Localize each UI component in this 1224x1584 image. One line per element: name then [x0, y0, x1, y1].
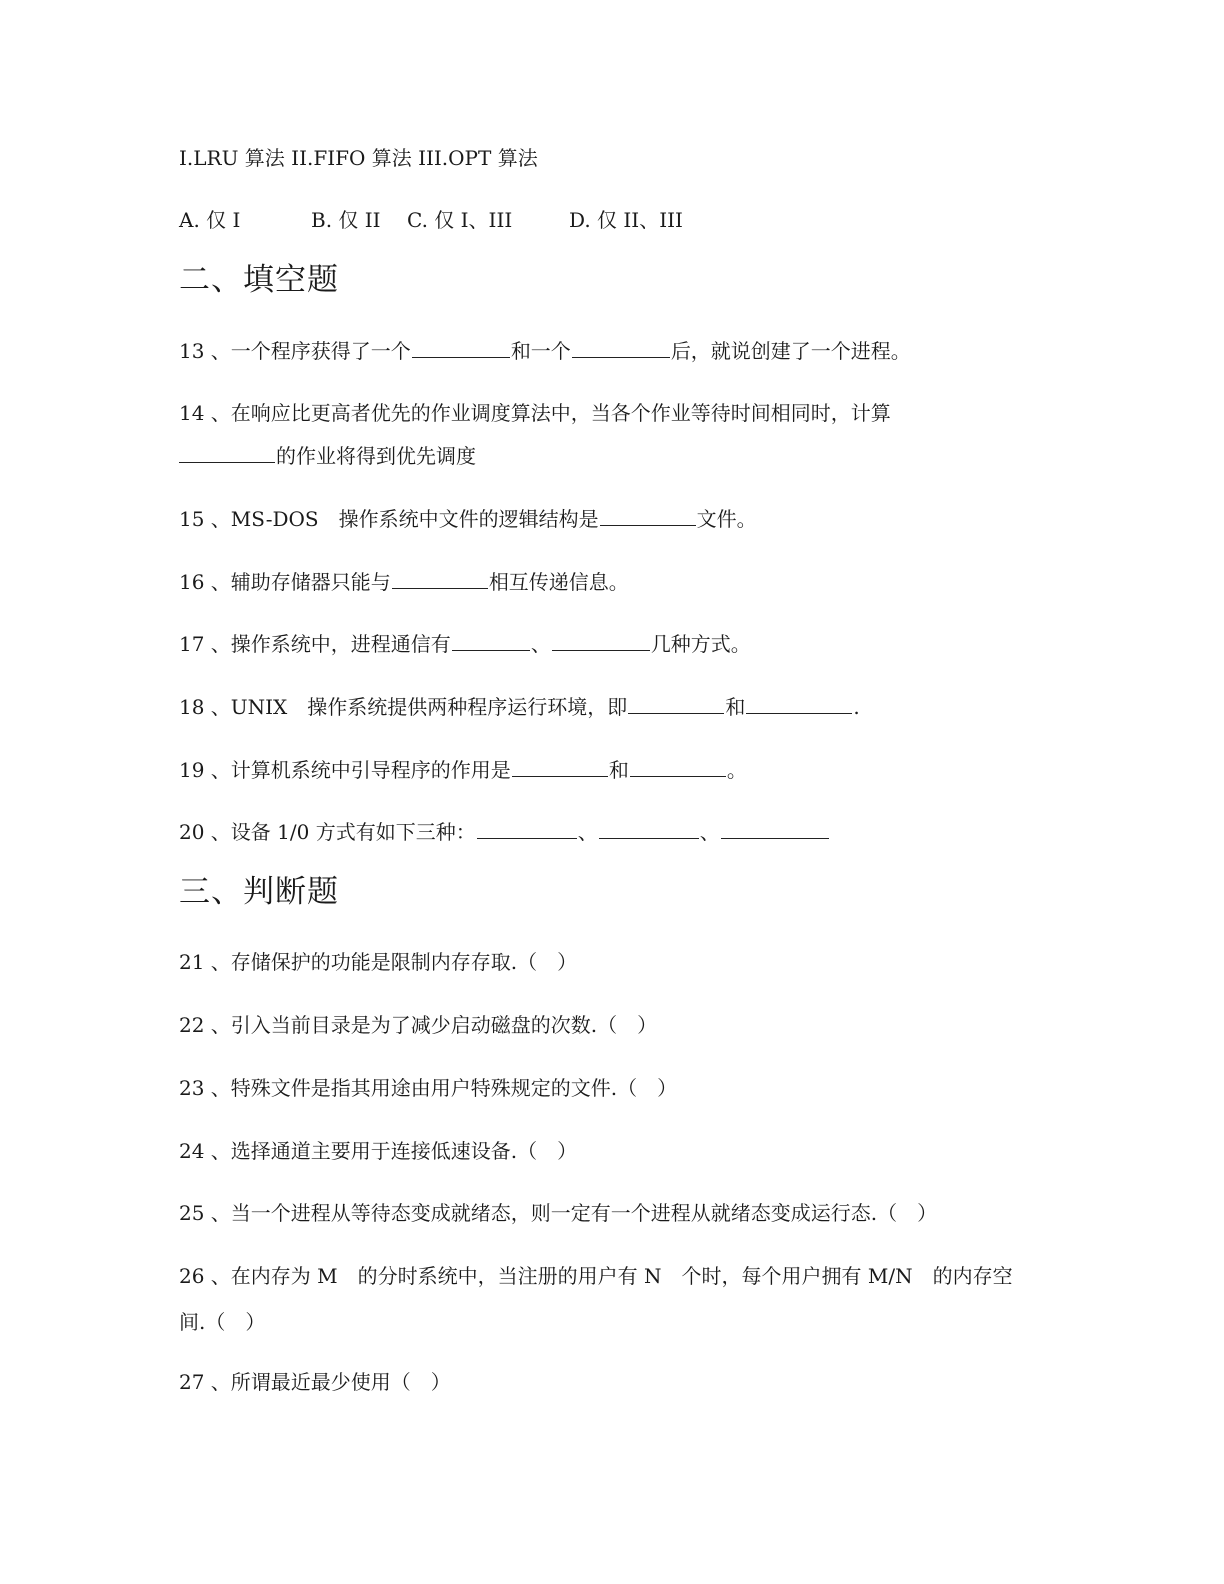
question-20 [179, 820, 830, 844]
q13-text-a: 13 、一个程序获得了一个 [179, 339, 411, 363]
question-27: 27 、所谓最近最少使用（ ） [179, 1370, 451, 1394]
q13-text-c: 后，就说创建了一个进程。 [670, 339, 911, 363]
q12-options-line: I.LRU 算法 II.FIFO 算法 III.OPT 算法 [179, 146, 538, 170]
section-title-true-false: 三、判断题 [179, 874, 339, 910]
section-title-fill-blank: 二、填空题 [179, 262, 339, 298]
q15-blank[interactable] [600, 507, 696, 526]
question-25: 25 、当一个进程从等待态变成就绪态，则一定有一个进程从就绪态变成运行态.（ ） [179, 1201, 938, 1225]
question-16 [179, 570, 629, 594]
question-26-line2: 间.（ ） [179, 1310, 266, 1334]
question-18 [179, 695, 860, 719]
q16-text-b: 相互传递信息。 [488, 570, 629, 594]
q16-text-a: 16 、辅助存储器只能与 [179, 570, 391, 594]
question-14-line1: 14 、在响应比更高者优先的作业调度算法中，当各个作业等待时间相同时，计算 [179, 401, 891, 425]
question-15 [179, 507, 757, 531]
q20-text-b: 、 [577, 820, 598, 844]
q20-text-c: 、 [699, 820, 720, 844]
q19-blank-2[interactable] [630, 758, 726, 777]
q13-blank-1[interactable] [412, 339, 510, 358]
q17-blank-2[interactable] [552, 632, 650, 651]
q18-blank-1[interactable] [628, 695, 724, 714]
q16-blank[interactable] [392, 570, 488, 589]
q17-blank-1[interactable] [452, 632, 530, 651]
q17-text-c: 几种方式。 [650, 632, 751, 656]
choice-b: B. 仅 II [311, 208, 381, 232]
q18-text-c: . [853, 695, 860, 719]
q20-text-a: 20 、设备 1/0 方式有如下三种： [179, 820, 476, 844]
question-17 [179, 632, 751, 656]
question-13 [179, 339, 911, 363]
q14-text-b: 的作业将得到优先调度 [276, 444, 476, 468]
q19-text-c: 。 [726, 758, 747, 782]
question-21: 21 、存储保护的功能是限制内存存取.（ ） [179, 950, 578, 974]
q13-text-b: 和一个 [510, 339, 571, 363]
q17-text-a: 17 、操作系统中，进程通信有 [179, 632, 451, 656]
q19-blank-1[interactable] [512, 758, 608, 777]
q19-text-a: 19 、计算机系统中引导程序的作用是 [179, 758, 511, 782]
question-23: 23 、特殊文件是指其用途由用户特殊规定的文件.（ ） [179, 1076, 678, 1100]
question-24: 24 、选择通道主要用于连接低速设备.（ ） [179, 1139, 578, 1163]
q18-blank-2[interactable] [746, 695, 852, 714]
q20-blank-2[interactable] [599, 820, 699, 839]
q13-blank-2[interactable] [572, 339, 670, 358]
q15-text-b: 文件。 [696, 507, 757, 531]
q14-blank[interactable] [179, 444, 275, 463]
q18-text-b: 和 [725, 695, 746, 719]
question-19 [179, 758, 747, 782]
q20-blank-3[interactable] [721, 820, 829, 839]
q20-blank-1[interactable] [477, 820, 577, 839]
q15-text-a: 15 、MS-DOS 操作系统中文件的逻辑结构是 [179, 507, 599, 531]
question-26-line1: 26 、在内存为 M 的分时系统中，当注册的用户有 N 个时，每个用户拥有 M/N 的内存空 [179, 1264, 1013, 1288]
choice-c: C. 仅 I、III [407, 208, 513, 232]
question-22: 22 、引入当前目录是为了减少启动磁盘的次数.（ ） [179, 1013, 658, 1037]
q18-text-a: 18 、UNIX 操作系统提供两种程序运行环境，即 [179, 695, 628, 719]
choice-a: A. 仅 I [179, 208, 241, 232]
choice-d: D. 仅 II、III [569, 208, 683, 232]
question-14-line2 [179, 444, 476, 468]
q19-text-b: 和 [608, 758, 629, 782]
q17-text-b: 、 [530, 632, 551, 656]
